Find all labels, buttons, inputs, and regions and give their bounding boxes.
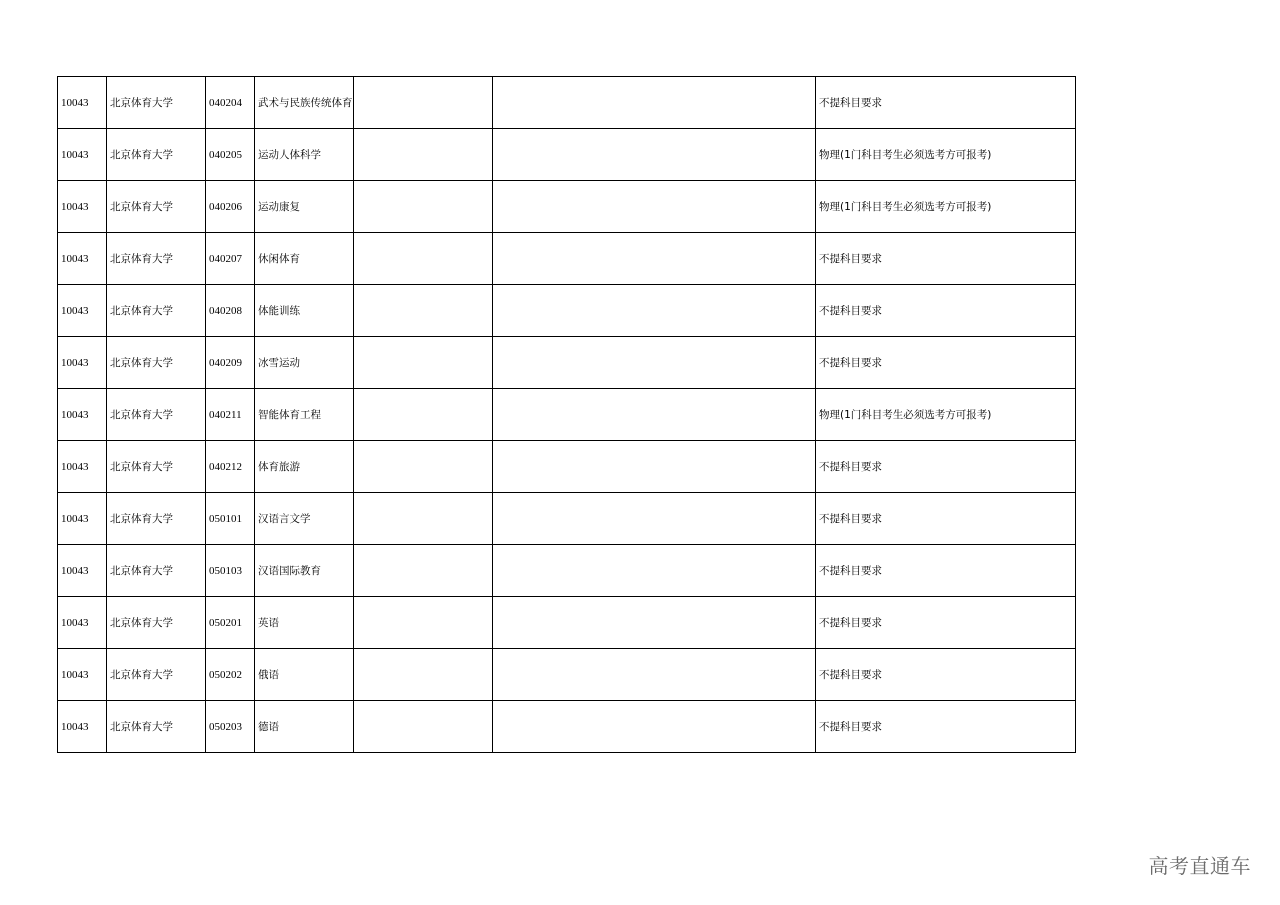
blank-cell [354, 649, 493, 701]
table-row [58, 441, 1076, 493]
major-name-cell: 俄语 [255, 649, 354, 701]
school-name-cell: 北京体育大学 [107, 649, 206, 701]
school-name-cell: 北京体育大学 [107, 233, 206, 285]
major-name-cell: 德语 [255, 701, 354, 753]
blank-cell [493, 337, 816, 389]
major-name-cell: 运动康复 [255, 181, 354, 233]
major-code-cell: 050203 [206, 701, 255, 753]
blank-cell [493, 597, 816, 649]
table-row [58, 233, 1076, 285]
school-name-cell: 北京体育大学 [107, 129, 206, 181]
school-code-cell: 10043 [58, 493, 107, 545]
major-code-cell: 040205 [206, 129, 255, 181]
table-row [58, 77, 1076, 129]
subject-requirement-cell: 物理(1门科目考生必须选考方可报考) [816, 181, 1076, 233]
school-code-cell: 10043 [58, 285, 107, 337]
blank-cell [493, 545, 816, 597]
school-name-cell: 北京体育大学 [107, 701, 206, 753]
blank-cell [354, 337, 493, 389]
blank-cell [493, 493, 816, 545]
major-code-cell: 050202 [206, 649, 255, 701]
table-body [58, 77, 1076, 753]
major-name-cell: 休闲体育 [255, 233, 354, 285]
subject-requirement-cell: 物理(1门科目考生必须选考方可报考) [816, 129, 1076, 181]
school-name-cell: 北京体育大学 [107, 77, 206, 129]
school-code-cell: 10043 [58, 129, 107, 181]
school-code-cell: 10043 [58, 441, 107, 493]
table-row [58, 337, 1076, 389]
table-row [58, 597, 1076, 649]
school-name-cell: 北京体育大学 [107, 389, 206, 441]
school-code-cell: 10043 [58, 597, 107, 649]
table-row [58, 389, 1076, 441]
subject-requirement-cell: 物理(1门科目考生必须选考方可报考) [816, 389, 1076, 441]
subject-requirement-cell: 不提科目要求 [816, 493, 1076, 545]
major-code-cell: 050201 [206, 597, 255, 649]
subject-requirement-cell: 不提科目要求 [816, 545, 1076, 597]
major-code-cell: 050101 [206, 493, 255, 545]
subject-requirement-cell: 不提科目要求 [816, 441, 1076, 493]
school-code-cell: 10043 [58, 545, 107, 597]
blank-cell [354, 233, 493, 285]
blank-cell [354, 493, 493, 545]
blank-cell [354, 441, 493, 493]
table-row [58, 701, 1076, 753]
blank-cell [354, 129, 493, 181]
major-name-cell: 体能训练 [255, 285, 354, 337]
major-code-cell: 040208 [206, 285, 255, 337]
school-code-cell: 10043 [58, 389, 107, 441]
blank-cell [354, 701, 493, 753]
school-name-cell: 北京体育大学 [107, 597, 206, 649]
blank-cell [354, 181, 493, 233]
blank-cell [354, 285, 493, 337]
blank-cell [354, 545, 493, 597]
school-name-cell: 北京体育大学 [107, 181, 206, 233]
subject-requirement-cell: 不提科目要求 [816, 649, 1076, 701]
school-code-cell: 10043 [58, 649, 107, 701]
subject-requirement-cell: 不提科目要求 [816, 77, 1076, 129]
school-name-cell: 北京体育大学 [107, 285, 206, 337]
subject-requirement-cell: 不提科目要求 [816, 285, 1076, 337]
subject-requirement-cell: 不提科目要求 [816, 233, 1076, 285]
blank-cell [493, 701, 816, 753]
school-name-cell: 北京体育大学 [107, 337, 206, 389]
school-code-cell: 10043 [58, 181, 107, 233]
major-name-cell: 武术与民族传统体育 [255, 77, 354, 129]
blank-cell [493, 77, 816, 129]
table-row [58, 545, 1076, 597]
blank-cell [493, 285, 816, 337]
blank-cell [354, 597, 493, 649]
blank-cell [354, 389, 493, 441]
major-code-cell: 050103 [206, 545, 255, 597]
table-row [58, 129, 1076, 181]
major-code-cell: 040207 [206, 233, 255, 285]
table-row [58, 181, 1076, 233]
major-code-cell: 040206 [206, 181, 255, 233]
major-name-cell: 汉语国际教育 [255, 545, 354, 597]
major-name-cell: 汉语言文学 [255, 493, 354, 545]
major-name-cell: 智能体育工程 [255, 389, 354, 441]
table-row [58, 493, 1076, 545]
subject-requirement-cell: 不提科目要求 [816, 337, 1076, 389]
major-name-cell: 冰雪运动 [255, 337, 354, 389]
subject-requirement-cell: 不提科目要求 [816, 597, 1076, 649]
major-code-cell: 040209 [206, 337, 255, 389]
subject-requirement-cell: 不提科目要求 [816, 701, 1076, 753]
school-name-cell: 北京体育大学 [107, 493, 206, 545]
blank-cell [493, 233, 816, 285]
school-name-cell: 北京体育大学 [107, 545, 206, 597]
blank-cell [493, 181, 816, 233]
major-name-cell: 英语 [255, 597, 354, 649]
major-code-cell: 040211 [206, 389, 255, 441]
table-row [58, 649, 1076, 701]
school-code-cell: 10043 [58, 337, 107, 389]
blank-cell [493, 129, 816, 181]
blank-cell [354, 77, 493, 129]
subject-requirements-table [57, 76, 1076, 753]
major-code-cell: 040204 [206, 77, 255, 129]
major-name-cell: 体育旅游 [255, 441, 354, 493]
blank-cell [493, 389, 816, 441]
school-code-cell: 10043 [58, 701, 107, 753]
table-row [58, 285, 1076, 337]
blank-cell [493, 649, 816, 701]
school-name-cell: 北京体育大学 [107, 441, 206, 493]
school-code-cell: 10043 [58, 77, 107, 129]
major-name-cell: 运动人体科学 [255, 129, 354, 181]
watermark-text: 高考直通车 [1148, 854, 1251, 878]
school-code-cell: 10043 [58, 233, 107, 285]
major-code-cell: 040212 [206, 441, 255, 493]
blank-cell [493, 441, 816, 493]
